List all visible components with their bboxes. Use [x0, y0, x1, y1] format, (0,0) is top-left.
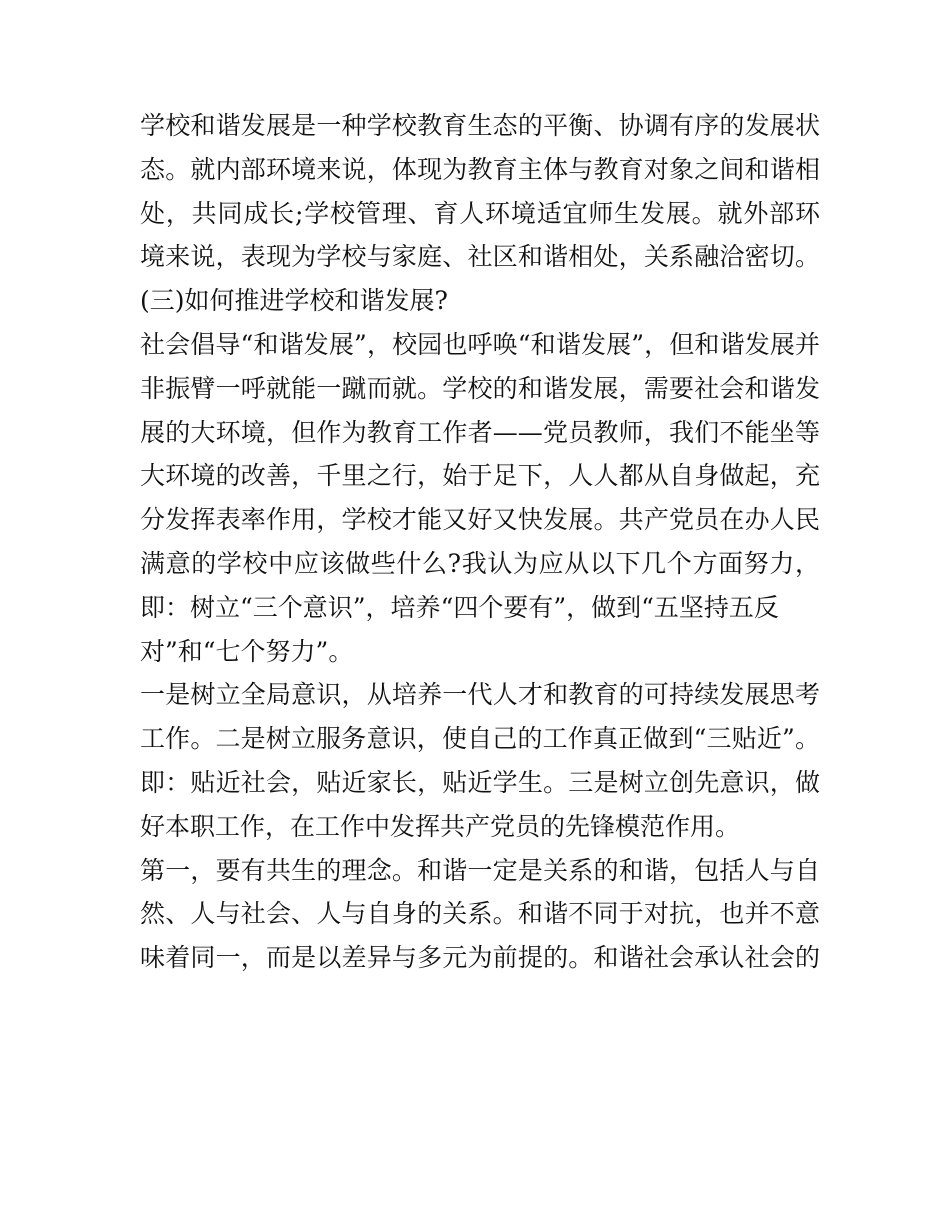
text-line: 展的大环境，但作为教育工作者——党员教师，我们不能坐等 — [140, 417, 820, 447]
text-line: 然、人与社会、人与自身的关系。和谐不同于对抗，也并不意 — [140, 899, 820, 929]
text-line: 态。就内部环境来说，体现为教育主体与教育对象之间和谐相 — [140, 154, 820, 184]
text-line: 非振臂一呼就能一蹴而就。学校的和谐发展，需要社会和谐发 — [140, 373, 820, 403]
text-line: 大环境的改善，千里之行，始于足下，人人都从自身做起，充 — [140, 461, 820, 491]
text-line: 境来说，表现为学校与家庭、社区和谐相处，关系融洽密切。 — [140, 242, 820, 272]
text-line: 味着同一，而是以差异与多元为前提的。和谐社会承认社会的 — [140, 943, 820, 973]
text-line: 分发挥表率作用，学校才能又好又快发展。共产党员在办人民 — [140, 505, 820, 535]
text-line: 对”和“七个努力”。 — [140, 636, 354, 666]
text-line: 好本职工作，在工作中发挥共产党员的先锋模范作用。 — [140, 811, 741, 841]
text-line: 工作。二是树立服务意识，使自己的工作真正做到“三贴近”。 — [140, 724, 820, 754]
text-line: 处，共同成长;学校管理、育人环境适宜师生发展。就外部环 — [140, 198, 820, 228]
text-line: 一是树立全局意识，从培养一代人才和教育的可持续发展思考 — [140, 680, 820, 710]
text-line: 即：树立“三个意识”，培养“四个要有”，做到“五坚持五反 — [140, 592, 779, 622]
text-line: 学校和谐发展是一种学校教育生态的平衡、协调有序的发展状 — [140, 111, 820, 140]
text-line: 即：贴近社会，贴近家长，贴近学生。三是树立创先意识，做 — [140, 767, 820, 797]
body-text — [140, 104, 820, 980]
text-line: 社会倡导“和谐发展”，校园也呼唤“和谐发展”，但和谐发展并 — [140, 329, 820, 359]
section-heading: (三)如何推进学校和谐发展? — [140, 286, 448, 316]
text-line: 满意的学校中应该做些什么?我认为应从以下几个方面努力， — [140, 548, 820, 578]
text-line: 第一，要有共生的理念。和谐一定是关系的和谐，包括人与自 — [140, 855, 820, 885]
